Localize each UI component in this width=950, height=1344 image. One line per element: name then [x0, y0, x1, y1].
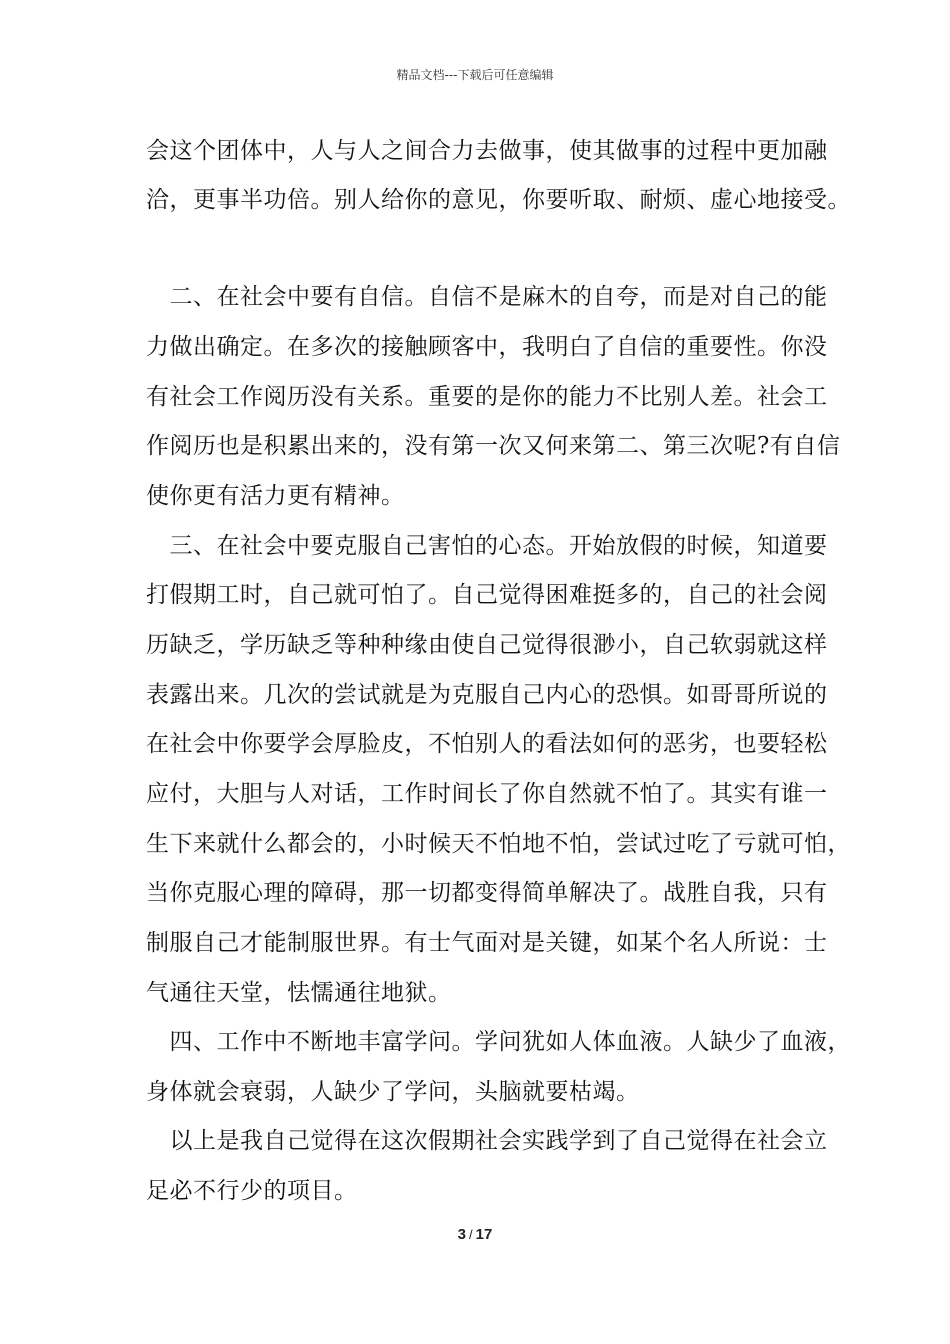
current-page: 3: [457, 1226, 467, 1243]
page-number: [0, 1226, 950, 1243]
paragraph-line: 洽，更事半功倍。别人给你的意见，你要听取、耐烦、虚心地接受。: [146, 187, 851, 213]
paragraph-line: 应付，大胆与人对话，工作时间长了你自然就不怕了。其实有谁一: [146, 781, 828, 807]
paragraph-line: 以上是我自己觉得在这次假期社会实践学到了自己觉得在社会立: [146, 1128, 828, 1154]
paragraph-line: 足必不行少的项目。: [146, 1178, 358, 1204]
paragraph-line: 有社会工作阅历没有关系。重要的是你的能力不比别人差。社会工: [146, 384, 828, 410]
paragraph-line: 使你更有活力更有精神。: [146, 483, 405, 509]
paragraph-line: 当你克服心理的障碍，那一切都变得简单解决了。战胜自我，只有: [146, 880, 828, 906]
paragraph-line: 力做出确定。在多次的接触顾客中，我明白了自信的重要性。你没: [146, 334, 828, 360]
paragraph-line: 作阅历也是积累出来的，没有第一次又何来第二、第三次呢?有自信: [146, 433, 841, 459]
paragraph-line: 二、在社会中要有自信。自信不是麻木的自夸，而是对自己的能: [146, 284, 828, 310]
paragraph-line: 表露出来。几次的尝试就是为克服自己内心的恐惧。如哥哥所说的: [146, 682, 828, 708]
paragraph-line: 会这个团体中，人与人之间合力去做事，使其做事的过程中更加融: [146, 138, 828, 164]
paragraph-line: 在社会中你要学会厚脸皮，不怕别人的看法如何的恶劣，也要轻松: [146, 731, 828, 757]
total-pages: 17: [475, 1226, 493, 1243]
paragraph-line: 打假期工时，自己就可怕了。自己觉得困难挺多的，自己的社会阅: [146, 582, 828, 608]
page-header: 精品文档---下载后可任意编辑: [396, 68, 554, 82]
paragraph-line: 四、工作中不断地丰富学问。学问犹如人体血液。人缺少了血液，: [146, 1029, 851, 1055]
paragraph-line: 气通往天堂，怯懦通往地狱。: [146, 980, 452, 1006]
paragraph-line: 历缺乏，学历缺乏等种种缘由使自己觉得很渺小，自己软弱就这样: [146, 632, 828, 658]
paragraph-line: 制服自己才能制服世界。有士气面对是关键，如某个名人所说：士: [146, 930, 828, 956]
page-separator: /: [469, 1227, 473, 1242]
paragraph-line: 三、在社会中要克服自己害怕的心态。开始放假的时候，知道要: [146, 533, 828, 559]
paragraph-line: 身体就会衰弱，人缺少了学问，头脑就要枯竭。: [146, 1079, 640, 1105]
paragraph-line: 生下来就什么都会的，小时候天不怕地不怕，尝试过吃了亏就可怕，: [146, 831, 851, 857]
